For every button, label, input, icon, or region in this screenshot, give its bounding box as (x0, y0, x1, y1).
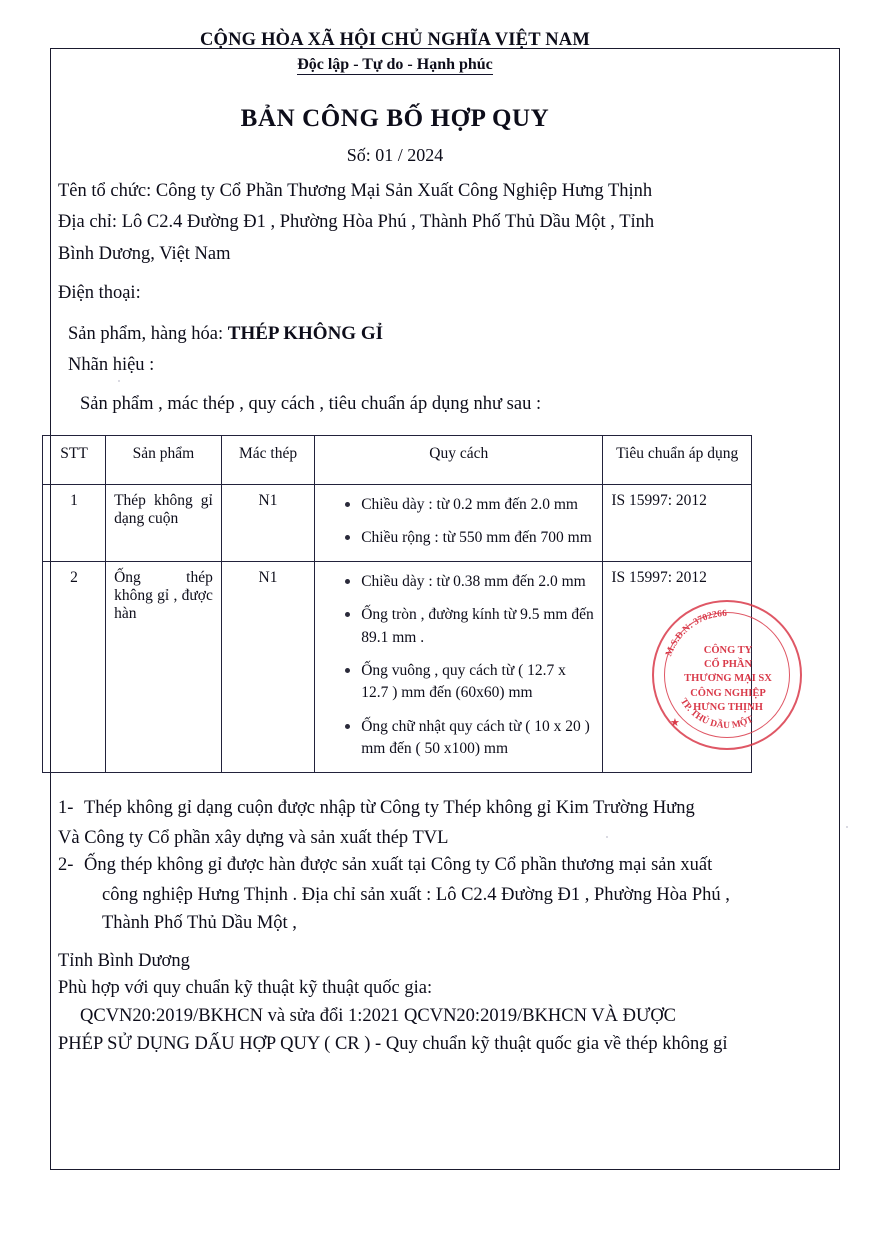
cell-spec (315, 484, 603, 561)
spec-item: Chiều rộng : từ 550 mm đến 700 mm (345, 527, 594, 549)
brand-line: Nhãn hiệu : (68, 354, 155, 375)
specification-table (42, 435, 752, 773)
spec-list (323, 571, 594, 761)
column-header-grade: Mác thép (221, 435, 314, 484)
spec-item: Chiều dày : từ 0.2 mm đến 2.0 mm (345, 494, 594, 516)
note-2-line2: công nghiệp Hưng Thịnh . Địa chỉ sản xuất : Lô C2.4 Đường Đ1 , Phường Hòa Phú , (102, 885, 730, 906)
stamp-arc-bottom-path: TP. THỦ DẦU MỘT (677, 696, 756, 732)
cell-product: Thép không gỉ dạng cuộn (106, 484, 222, 561)
stamp-arc-top-path: M.S.D.N: 3702266 (664, 608, 728, 658)
product-line (40, 320, 750, 348)
scan-artifact-dot (846, 826, 848, 828)
column-header-spec: Quy cách (315, 435, 603, 484)
closing-section (40, 948, 750, 1059)
organization-address-line2: Bình Dương, Việt Nam (58, 243, 231, 264)
cell-standard: IS 15997: 2012 (603, 484, 752, 561)
note-1-line2: Và Công ty Cổ phần xây dựng và sản xuất thép TVL (58, 827, 449, 848)
document-number: Số: 01 / 2024 (346, 145, 444, 165)
table-row (43, 561, 752, 772)
spec-list (323, 494, 594, 550)
national-motto-text: Độc lập - Tự do - Hạnh phúc (297, 56, 493, 73)
cell-stt: 2 (43, 561, 106, 772)
note-text: Thép không gỉ dạng cuộn được nhập từ Công ty Thép không gỉ Kim Trường Hưng (84, 797, 695, 818)
stamp-star-icon: ★ (670, 717, 680, 729)
conformity-line: Phù hợp với quy chuẩn kỹ thuật kỹ thuật quốc gia: (58, 978, 433, 999)
note-1 (40, 795, 750, 823)
note-marker: 2- (58, 855, 74, 876)
scan-artifact-dot (606, 836, 608, 838)
intro-line: Sản phẩm , mác thép , quy cách , tiêu chuẩn áp dụng như sau : (80, 394, 542, 415)
cell-stt: 1 (43, 484, 106, 561)
column-header-stt: STT (43, 435, 106, 484)
stamp-line-2: CỔ PHẦN (703, 659, 753, 671)
column-header-standard: Tiêu chuẩn áp dụng (603, 435, 752, 484)
notes-section (40, 795, 750, 938)
column-header-product: Sản phẩm (106, 435, 222, 484)
product-label: Sản phẩm, hàng hóa: (68, 323, 224, 344)
province-line: Tỉnh Bình Dương (58, 950, 190, 971)
cell-spec (315, 561, 603, 772)
cell-grade: N1 (221, 484, 314, 561)
cell-standard: IS 15997: 2012 (603, 561, 752, 772)
spec-item: Ống tròn , đường kính từ 9.5 mm đến 89.1 mm . (345, 604, 594, 649)
regulation-line-1: QCVN20:2019/BKHCN và sửa đổi 1:2021 QCVN20:2019/BKHCN VÀ ĐƯỢC (80, 1006, 677, 1027)
national-motto (40, 56, 750, 74)
spec-item: Chiều dày : từ 0.38 mm đến 2.0 mm (345, 571, 594, 593)
organization-address-line1: Địa chỉ: Lô C2.4 Đường Đ1 , Phường Hòa Phú , Thành Phố Thủ Dầu Một , Tỉnh (58, 212, 655, 233)
spec-item: Ống vuông , quy cách từ ( 12.7 x 12.7 ) mm đến (60x60) mm (345, 660, 594, 705)
note-marker: 1- (58, 797, 74, 818)
stamp-line-5: HƯNG THỊNH (693, 701, 763, 713)
organization-name-line: Tên tổ chức: Công ty Cổ Phần Thương Mại Sản Xuất Công Nghiệp Hưng Thịnh (58, 181, 653, 201)
stamp-line-3: THƯƠNG MẠI SX (684, 673, 772, 685)
note-2 (40, 852, 750, 880)
scan-artifact-dot (118, 380, 120, 382)
stamp-line-4: CÔNG NGHIỆP (690, 687, 766, 699)
regulation-line-2: PHÉP SỬ DỤNG DẤU HỢP QUY ( CR ) - Quy chuẩn kỹ thuật quốc gia về thép không gỉ (58, 1033, 728, 1054)
stamp-line-1: CÔNG TY (703, 645, 753, 656)
national-title: CỘNG HÒA XÃ HỘI CHỦ NGHĨA VIỆT NAM (199, 30, 591, 50)
note-text: Ống thép không gỉ được hàn được sản xuất tại Công ty Cổ phần thương mại sản xuất (84, 855, 713, 876)
spec-item: Ống chữ nhật quy cách từ ( 10 x 20 ) mm đến ( 50 x100) mm (345, 716, 594, 761)
note-2-line3: Thành Phố Thủ Dầu Một , (102, 912, 297, 933)
table-header-row (43, 435, 752, 484)
product-name: THÉP KHÔNG GỈ (227, 322, 383, 344)
table-row (43, 484, 752, 561)
cell-grade: N1 (221, 561, 314, 772)
page-title: BẢN CÔNG BỐ HỢP QUY (240, 105, 550, 132)
cell-product: Ống thép không gỉ , được hàn (106, 561, 222, 772)
organization-phone-line: Điện thoại: (58, 283, 141, 304)
